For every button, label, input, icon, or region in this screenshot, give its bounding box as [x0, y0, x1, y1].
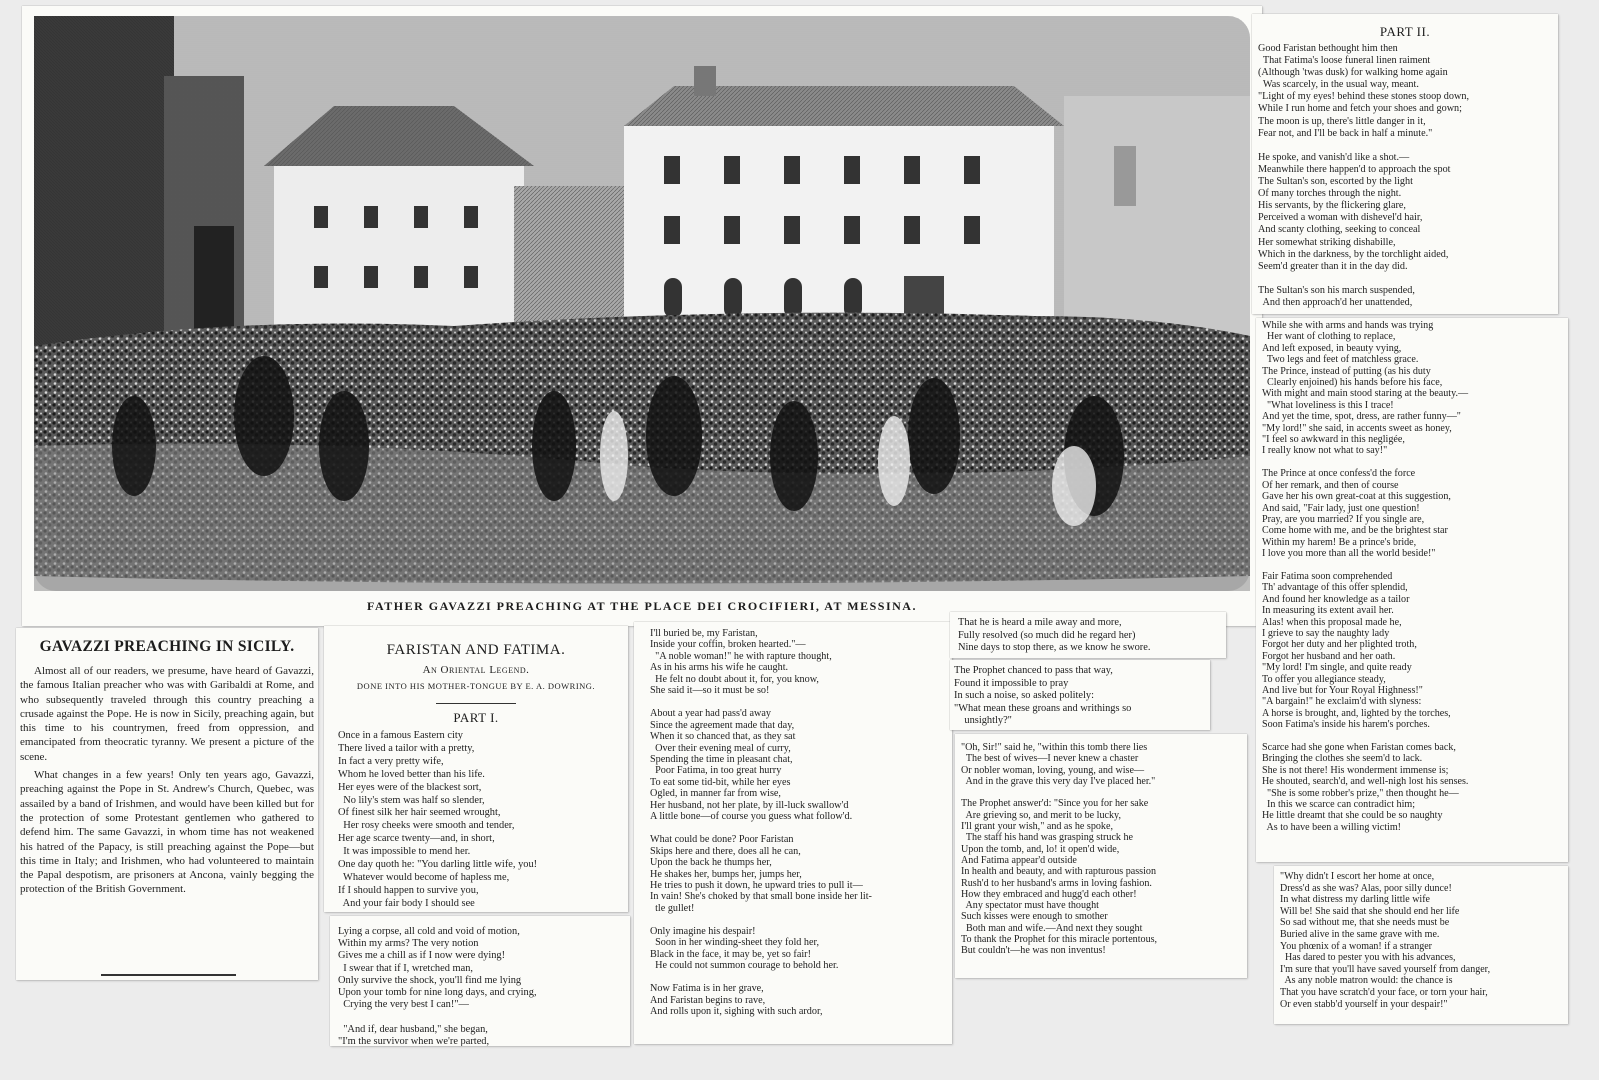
faristan-column-3: [634, 622, 952, 1044]
engraving-image: [34, 16, 1250, 591]
faristan-column-4a: [950, 612, 1226, 658]
faristan-column-top: [324, 626, 628, 912]
title-rule: [436, 703, 516, 704]
gavazzi-article: [16, 628, 318, 980]
faristan-byline: DONE INTO HIS MOTHER-TONGUE BY E. A. DOWRING.: [356, 681, 596, 691]
poem-column-4b: The Prophet chanced to pass that way, Found it impossible to pray In such a noise, so asked politely: "What mean these groans and writhings so unsightly?": [954, 665, 1132, 726]
gavazzi-paragraph-2: What changes in a few years! Only ten years ago, Gavazzi, preaching against the Pope in St. Andrew's Church, Quebec, was assailed by a band of Irishmen, and would have been killed but for the protection of some Protestant gentlemen who gathered to defend him. The same Gavazzi, in whom time has not weakened his hatred of the Papacy, is still preaching against the Pope—but this time in Italy; and Irishmen, who had volunteered to maintain the Papal despotism, are prisoners at Ancona, vainly begging the protection of the British Government.: [20, 769, 314, 896]
poem-part2-block1: Good Faristan bethought him then That Fatima's loose funeral linen raiment (Although 'twas dusk) for walking home again Was scarcely, in the usual way, meant. "Light of my eyes! behind these stones stoop down, While I run home and fetch your shoes and gown; The moon is up, there's little danger in it, Fear not, and I'll be back in half a minute." He spoke, and vanish'd like a shot.— Meanwhile there happen'd to approach the spot The Sultan's son, escorted by the light Of many torches through the night. His servants, by the flickering glare, Perceived a woman with dishevel'd hair, And scanty clothing, seeking to conceal Her somewhat striking dishabille, Which in the darkness, by the torchlight aided, Seem'd greater than it in the day did. The Sultan's son his march suspended, And then approach'd her unattended,: [1258, 43, 1469, 308]
article-end-rule: [101, 974, 236, 976]
faristan-column-4b: [950, 660, 1210, 730]
poem-part1-block1: Once in a famous Eastern city There lived a tailor with a pretty, In fact a very pretty wife, Whom he loved better than his life. Her eyes were of the blackest sort, No lily's stem was half so slender, Of finest silk her hair seemed wrought, Her rosy cheeks were smooth and tender, Her age scarce twenty—and, in short, It was impossible to mend her. One day quoth he: "You darling little wife, you! Whatever would become of hapless me, If I should happen to survive you, And your fair body I should see: [338, 730, 538, 909]
poem-column-4c: "Oh, Sir!" said he, "within this tomb there lies The best of wives—I never knew a chaster Or nobler woman, loving, young, and wise— And in the grave this very day I've placed her." The Prophet answer'd: "Since you for her sake Are grieving so, and merit to be lucky, I'll grant your wish," and as he spoke, The staff his hand was grasping struck he Upon the tomb, and, lo! it open'd wide, And Fatima appear'd outside In health and beauty, and with rapturous passion Rush'd to her husband's arms in loving fashion. How they embraced and hugg'd each other! Any spectator must have thought Such kisses were enough to smother Both man and wife.—And next they sought To thank the Prophet for this miracle portentous, But couldn't—he was non inventus!: [961, 742, 1158, 957]
part2-column-top: [1252, 14, 1558, 314]
engraving-caption: FATHER GAVAZZI PREACHING AT THE PLACE DEI CROCIFIERI, AT MESSINA.: [367, 599, 917, 613]
faristan-column-4c: [955, 734, 1247, 978]
part2-column-bottom: [1274, 866, 1568, 1024]
faristan-title: FARISTAN AND FATIMA.: [386, 642, 566, 658]
part2-column-middle: [1256, 318, 1568, 862]
poem-part2-block2: While she with arms and hands was trying Her want of clothing to replace, And left exposed, in beauty vying, Two legs and feet of matchless grace. The Prince, instead of putting (as his duty Clearly enjoined) his hands before his face, With might and main stood staring at the beauty.— "What loveliness is this I trace! And yet the time, spot, dress, are rather funny—" "My lord!" she said, in accents sweet as honey, "I feel so awkward in this negligée, I really know not what to say!" The Prince at once confess'd the force Of her remark, and then of course Gave her his own great-coat at this suggestion, And said, "Fair lady, just one question! Pray, are you married? If you single are, Come home with me, and be the brightest star Within my harem! Be a prince's bride, I love you more than all the world beside!" Fair Fatima soon comprehended Th' advantage of this offer splendid, And found her knowledge as a tailor In measuring its extent avail her. Alas! when this proposal made he, I grieve to say the naughty lady Forgot her duty and her plighted troth, Forgot her husband and her oath. "My lord! I'm single, and quite ready To offer you allegiance steady, And live but for Your Royal Highness!" "A bargain!" he exclaim'd with slyness: A horse is brought, and, lighted by the torches, Soon Fatima's inside his harem's porches. Scarce had she gone when Faristan comes back, Bringing the clothes she seem'd to lack. She is not there! His wonderment immense is; He shouted, search'd, and well-nigh lost his senses. "She is some robber's prize," then thought he— In this we scarce can contradict him; He little dreamt that she could be so naughty As to have been a willing victim!: [1262, 320, 1469, 833]
gavazzi-title: GAVAZZI PREACHING IN SICILY.: [39, 638, 295, 655]
part-2-heading: PART II.: [1379, 24, 1431, 39]
poem-part1-block2: Lying a corpse, all cold and void of motion, Within my arms? The very notion Gives me a chill as if I now were dying! I swear that if I, wretched man, Only survive the shock, you'll find me lying Upon your tomb for nine long days, and crying, Crying the very best I can!"— "And if, dear husband," she began, "I'm the survivor when we're parted,: [338, 926, 537, 1046]
part-1-heading: PART I.: [453, 710, 499, 725]
engraving-illustration: [22, 6, 1262, 626]
gavazzi-paragraph-1: Almost all of our readers, we presume, have heard of Gavazzi, the famous Italian preacher who was with Garibaldi at Rome, and who subsequently traveled through this country preaching a crusade against the Pope. He is now in Sicily, preaching again, but this time to his countrymen, freed from oppression, and emancipated from theocratic tyranny. We present a picture of the scene.: [20, 665, 314, 763]
poem-part2-block3: "Why didn't I escort her home at once, Dress'd as she was? Alas, poor silly dunce! In what distress my darling little wife Will be! She said that she should end her life So sad without me, that she needs must be Buried alive in the same grave with me. You phœnix of a woman! if a stranger Has dared to pester you with his advances, I'm sure that you'll have saved yourself from danger, As any noble matron would: the chance is That you have scratch'd your face, or torn your hair, Or even stabb'd yourself in your despair!": [1280, 871, 1491, 1010]
faristan-subtitle: An Oriental Legend.: [422, 664, 530, 676]
faristan-column-bottom: [330, 916, 630, 1046]
poem-column-3: I'll buried be, my Faristan, Inside your coffin, broken hearted."— "A noble woman!" he with rapture thought, As in his arms his wife he caught. He felt no doubt about it, for, you know, She said it—so it must be so! About a year had pass'd away Since the agreement made that day, When it so chanced that, as they sat Over their evening meal of curry, Spending the time in pleasant chat, Poor Fatima, in too great hurry To eat some tid-bit, while her eyes Ogled, in manner far from wise, Her husband, not her plate, by ill-luck swallow'd A little bone—of course you guess what follow'd. What could be done? Poor Faristan Skips here and there, does all he can, Upon the back he thumps her, He shakes her, bumps her, jumps her, He tries to push it down, he upward tries to pull it— In vain! She's choked by that small bone inside her lit- tle gullet! Only imagine his despair! Soon in her winding-sheet they fold her, Black in the face, it may be, yet so fair! He could not summon courage to behold her. Now Fatima is in her grave, And Faristan begins to rave, And rolls upon it, sighing with such ardor,: [650, 628, 872, 1017]
poem-column-4a: That he is heard a mile away and more, Fully resolved (so much did he regard her) Nine days to stop there, as we know he swore.: [958, 617, 1151, 653]
